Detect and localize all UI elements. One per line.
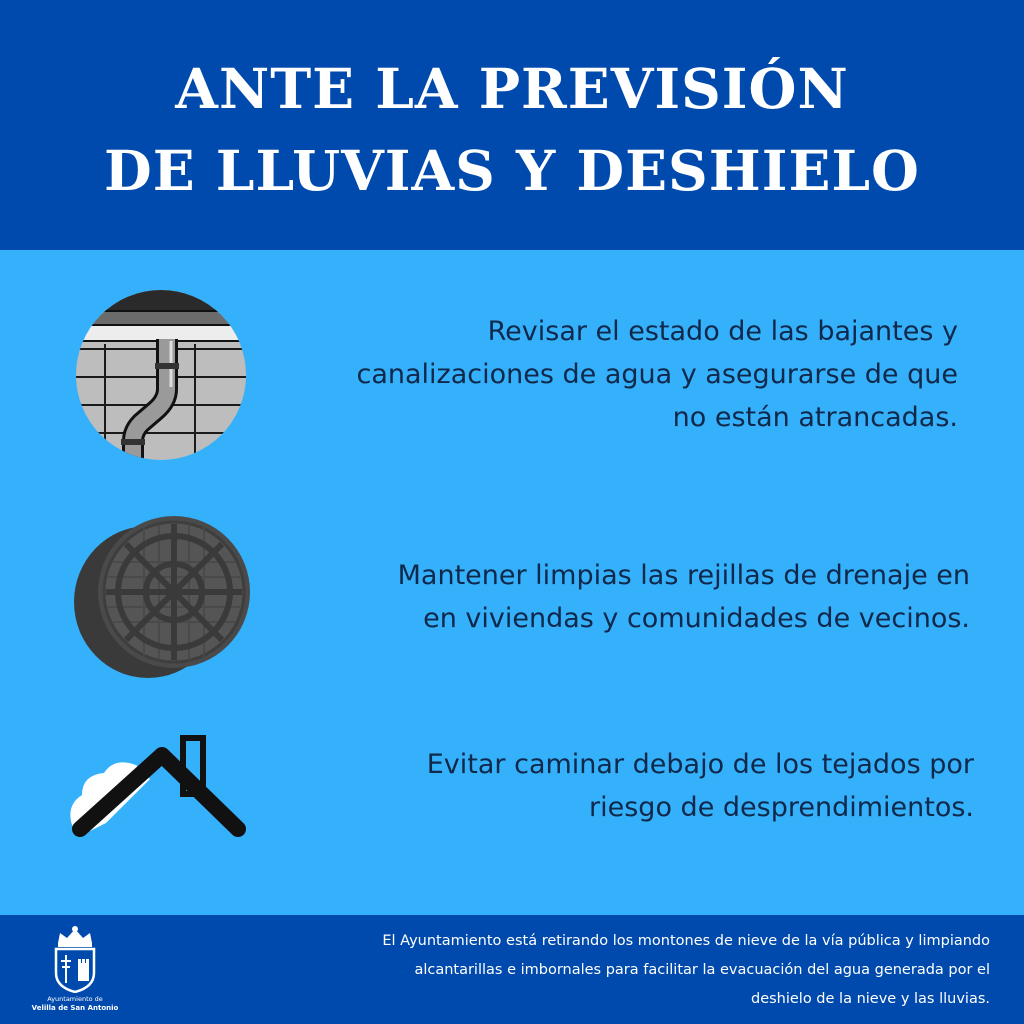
tip-roofs — [274, 743, 974, 829]
coat-of-arms-icon — [50, 925, 100, 993]
title-line-2: DE LLUVIAS Y DESHIELO — [104, 138, 920, 203]
title-line-1: ANTE LA PREVISIÓN — [175, 56, 849, 121]
downspout-icon — [75, 289, 247, 461]
footer-line: El Ayuntamiento está retirando los montones de nieve de la vía pública y limpiando — [382, 933, 990, 949]
tip-line: Revisar el estado de las bajantes y — [487, 316, 958, 347]
tip-line: riesgo de desprendimientos. — [589, 792, 974, 823]
footer-line: alcantarillas e imbornales para facilitar la evacuación del agua generada por el — [414, 962, 990, 978]
footer-banner — [0, 915, 1024, 1024]
town-hall-logo — [30, 925, 120, 1017]
footer-notice — [230, 927, 990, 1014]
tip-line: en viviendas y comunidades de vecinos. — [423, 603, 970, 634]
snowy-roof-icon — [66, 735, 246, 845]
header-banner — [0, 0, 1024, 250]
tip-line: no están atrancadas. — [672, 402, 958, 433]
logo-town-name: Velilla de San Antonio — [31, 1004, 119, 1012]
tip-line: canalizaciones de agua y asegurarse de que — [356, 359, 958, 390]
tip-drain-grates — [270, 554, 970, 640]
tip-line: Mantener limpias las rejillas de drenaje en — [397, 560, 970, 591]
footer-line: deshielo de la nieve y las lluvias. — [750, 991, 990, 1007]
tip-line: Evitar caminar debajo de los tejados por — [426, 749, 974, 780]
page-title — [0, 48, 1024, 212]
tip-downspouts — [278, 310, 958, 439]
drain-grate-icon — [72, 512, 252, 680]
logo-caption: Ayuntamiento de — [47, 995, 103, 1003]
